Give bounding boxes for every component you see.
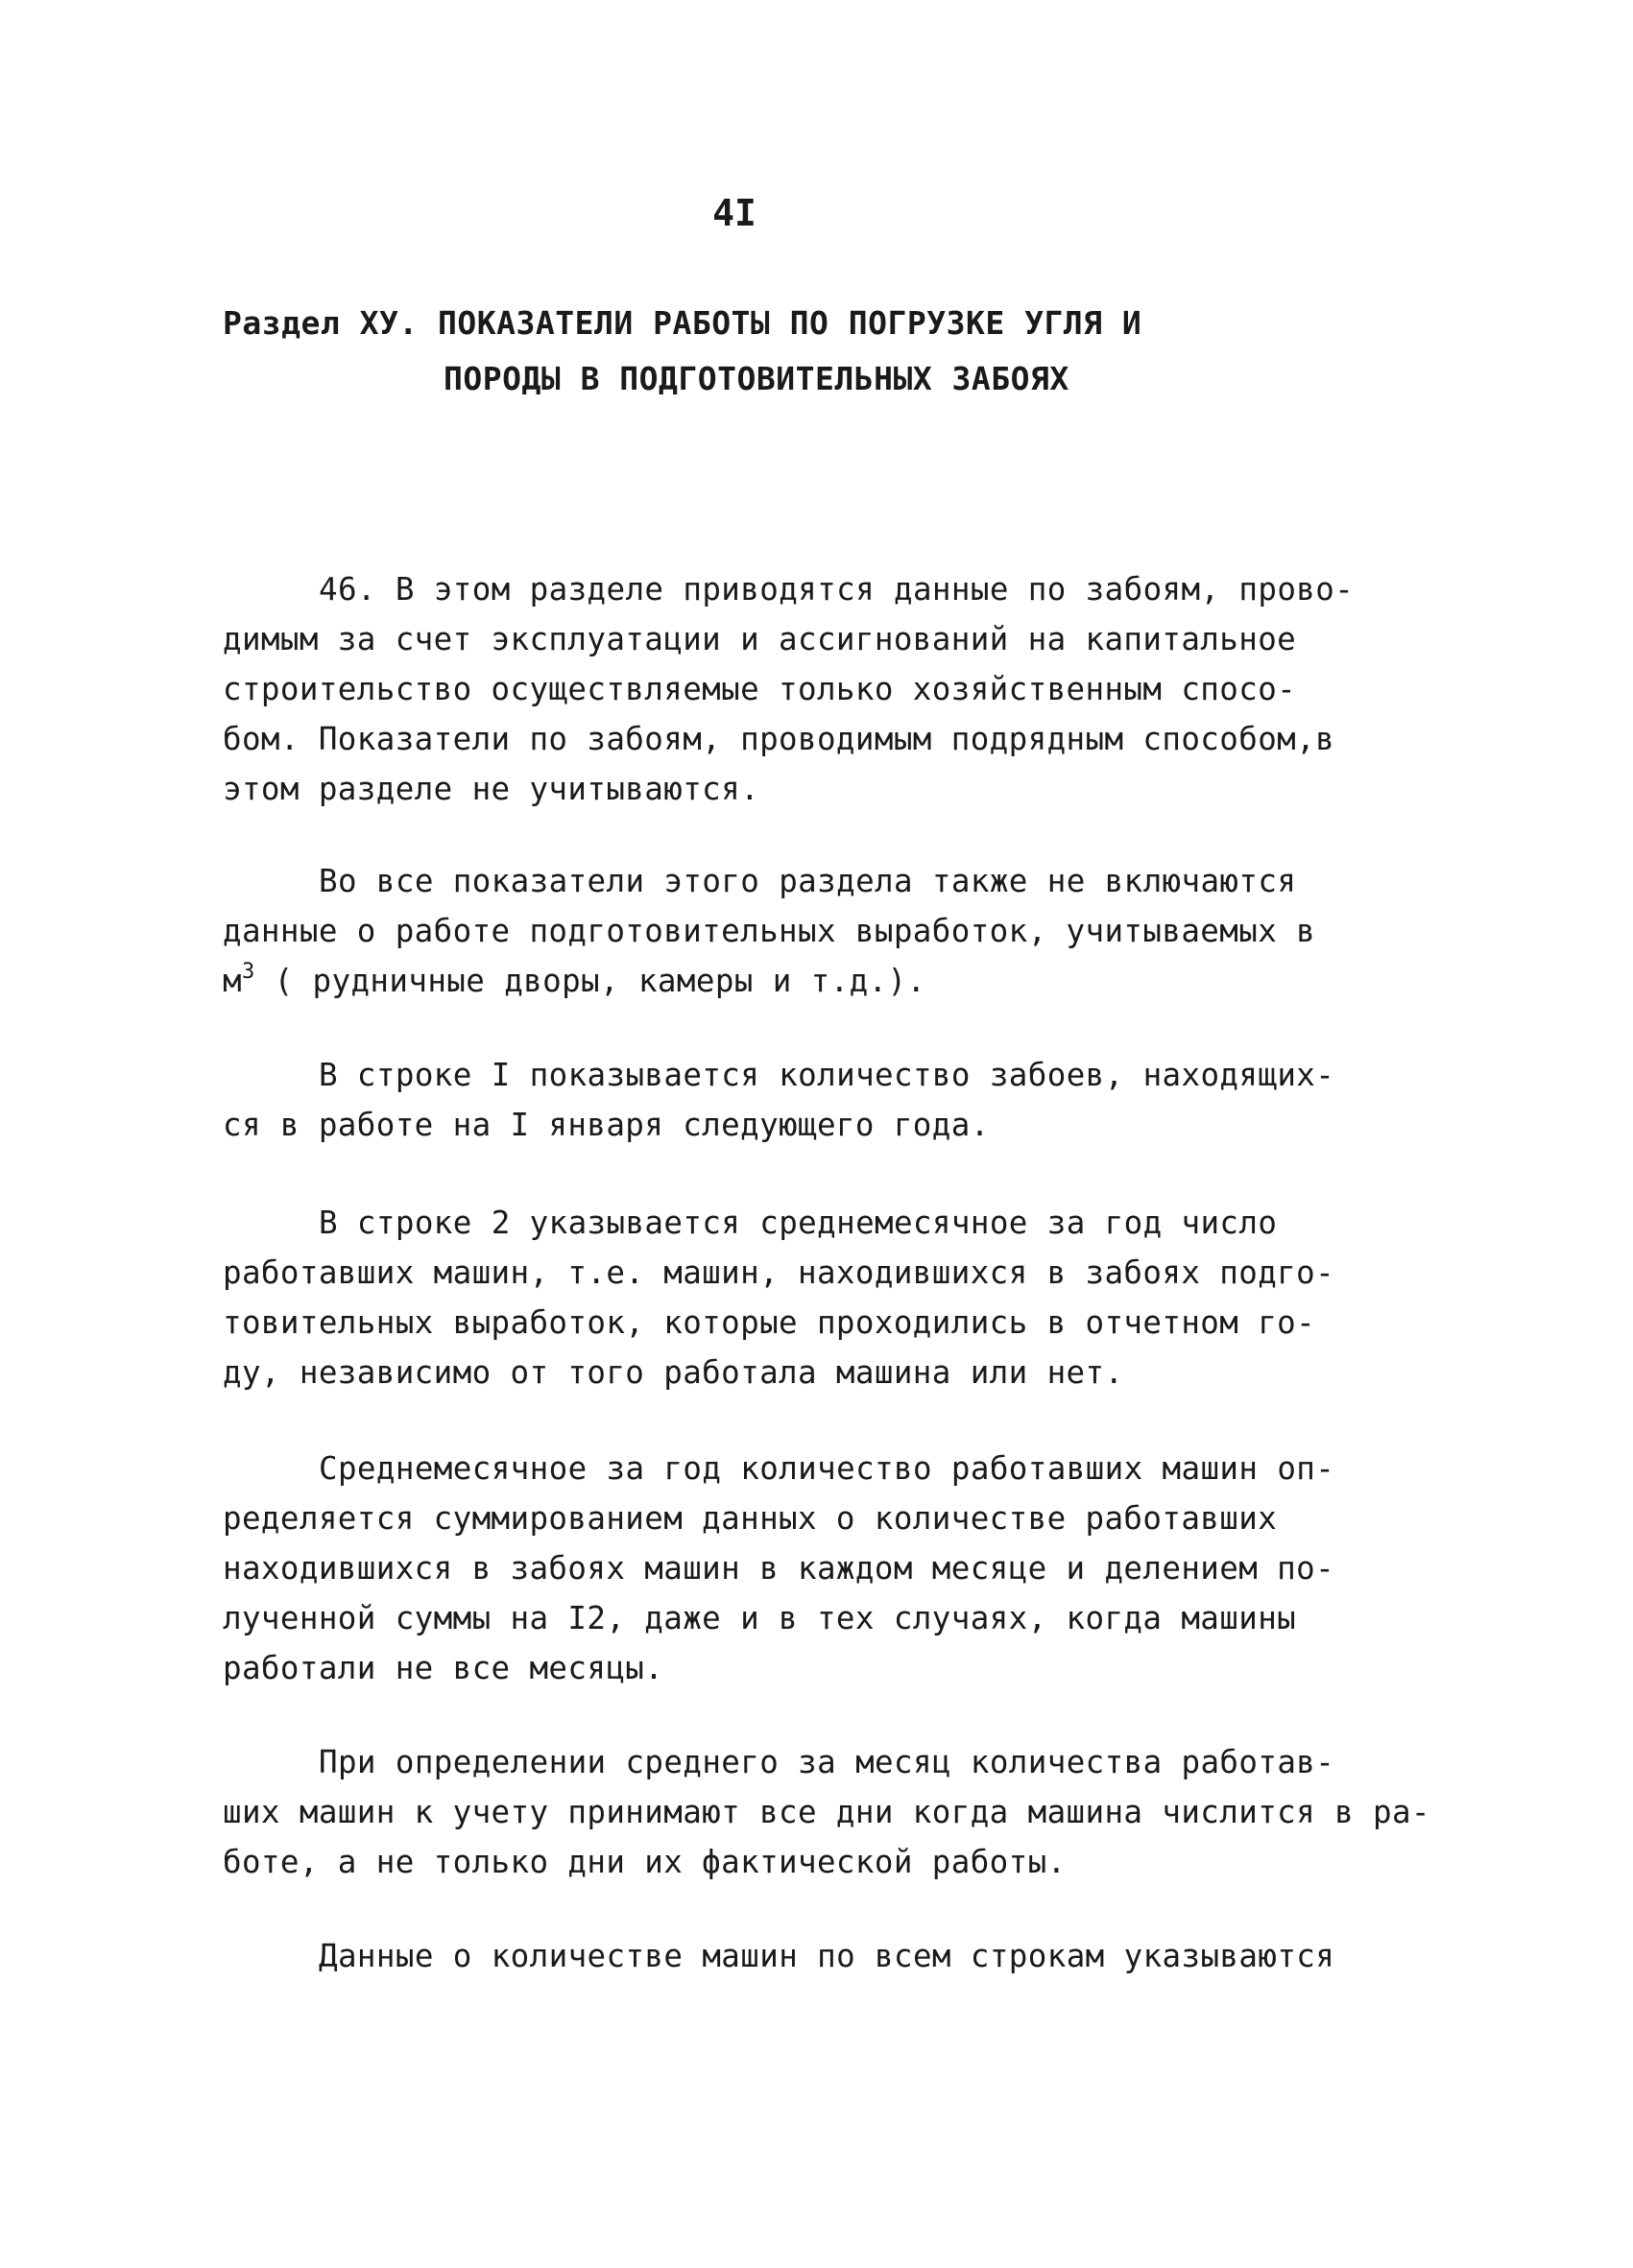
text-line: Среднемесячное за год количество работавших машин оп- xyxy=(319,1450,1335,1487)
text-line: товительных выработок, которые проходились в отчетном го- xyxy=(223,1304,1316,1341)
paragraph-46 xyxy=(223,564,1404,814)
text-line: работали не все месяцы. xyxy=(223,1650,664,1686)
text-line: 46. В этом разделе приводятся данные по забоям, прово- xyxy=(319,571,1355,608)
unit-superscript: 3 xyxy=(241,960,255,984)
paragraph-average-calculation xyxy=(223,1444,1404,1693)
text-line: этом разделе не учитываются. xyxy=(223,771,760,807)
paragraph-row-2 xyxy=(223,1198,1404,1397)
text-line: Данные о количестве машин по всем строкам указываются xyxy=(319,1938,1335,1974)
text-line-tail: ( рудничные дворы, камеры и т.д.). xyxy=(254,963,926,999)
paragraph-monthly-average xyxy=(223,1737,1430,1887)
text-line: димым за счет эксплуатации и ассигнований на капитальное xyxy=(223,621,1297,657)
text-line: При определении среднего за месяц количества работав- xyxy=(319,1744,1335,1780)
text-line: ших машин к учету принимают все дни когда машина числится в ра- xyxy=(223,1794,1430,1830)
text-line: лученной суммы на I2, даже и в тех случаях, когда машины xyxy=(223,1600,1297,1636)
paragraph-exclusions xyxy=(223,856,1404,1006)
text-line: строительство осуществляемые только хозяйственным спосо- xyxy=(223,671,1297,707)
paragraph-row-1 xyxy=(223,1050,1404,1150)
text-line: работавших машин, т.е. машин, находившихся в забоях подго- xyxy=(223,1254,1335,1291)
text-line: находившихся в забоях машин в каждом месяце и делением по- xyxy=(223,1550,1335,1587)
text-line: боте, а не только дни их фактической работы. xyxy=(223,1844,1067,1880)
paragraph-machine-count xyxy=(223,1931,1404,1981)
text-line: В строке I показывается количество забоев, находящих- xyxy=(319,1057,1335,1093)
section-heading-line-1: Раздел ХУ. ПОКАЗАТЕЛИ РАБОТЫ ПО ПОГРУЗКЕ УГЛЯ И xyxy=(223,304,1142,342)
text-line xyxy=(223,956,1404,1006)
unit-text: м xyxy=(223,963,242,999)
page-number: 4I xyxy=(712,192,756,234)
text-line: ределяется суммированием данных о количестве работавших xyxy=(223,1500,1278,1537)
text-line: Во все показатели этого раздела также не включаются xyxy=(319,863,1297,899)
text-line: данные о работе подготовительных выработок, учитываемых в xyxy=(223,913,1316,949)
text-line: ду, независимо от того работала машина или нет. xyxy=(223,1354,1124,1391)
text-line: бом. Показатели по забоям, проводимым подрядным способом,в xyxy=(223,721,1335,757)
section-heading xyxy=(223,296,1141,407)
text-line: В строке 2 указывается среднемесячное за год число xyxy=(319,1205,1278,1241)
text-line: ся в работе на I января следующего года. xyxy=(223,1107,990,1143)
section-heading-line-2: ПОРОДЫ В ПОДГОТОВИТЕЛЬНЫХ ЗАБОЯХ xyxy=(444,360,1069,397)
